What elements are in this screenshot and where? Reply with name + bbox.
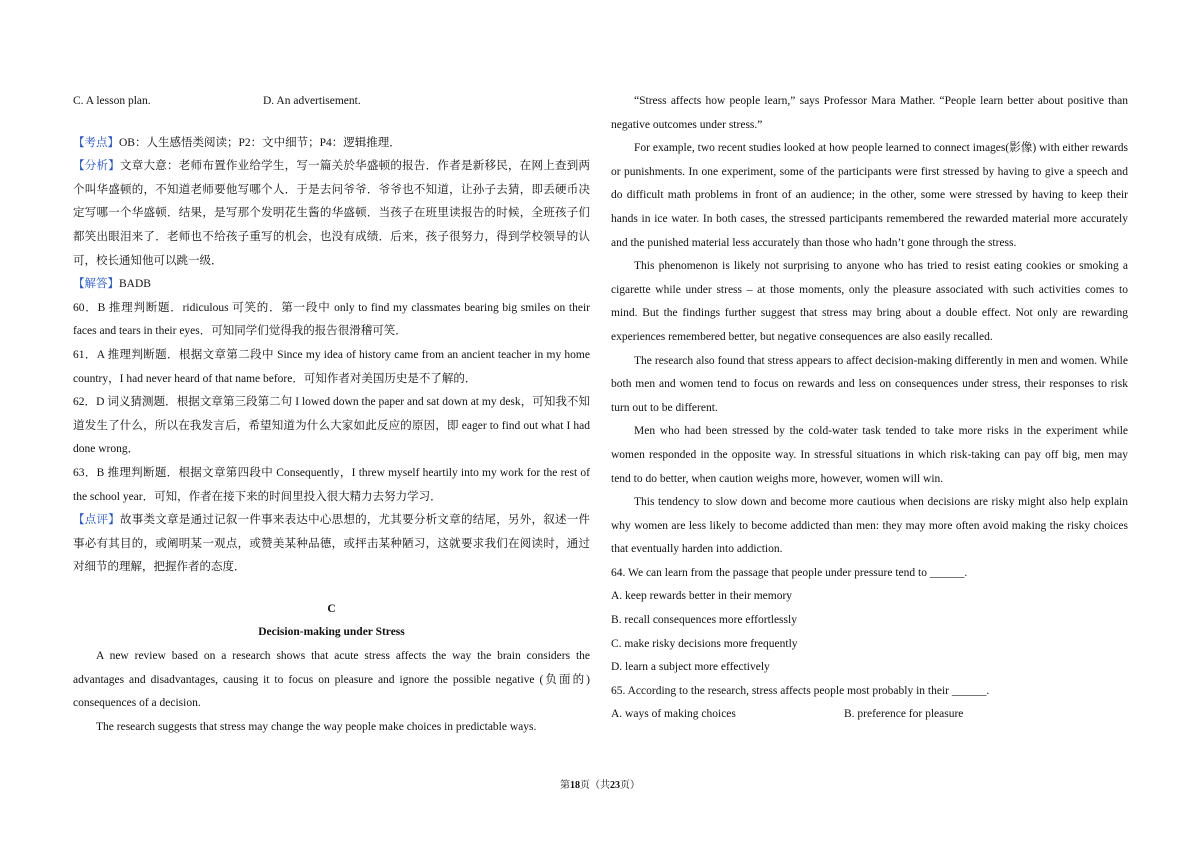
passage-paragraph-1: A new review based on a research shows that acute stress affects the way the brain considers the advantages and disadvantages, causing it to focus on pleasure and ignore the possible negative (负面的) consequences of a decision. [73,650,590,710]
q64-option-d: D. learn a subject more effectively [611,661,770,674]
passage-paragraph-7: Men who had been stressed by the cold-water task tended to take more risks in the experiment while women responded in the opposite way. In stressful situations in which risk-taking can pay off big, men may tend to do better, when caution weighs more, however, women will win. [611,425,1128,485]
footer-middle: 页（共 [580,780,610,791]
kaodian-label: 【考点】 [73,136,119,149]
question-64: 64. We can learn from the passage that people under pressure tend to ______. [611,566,968,579]
fenxi-label: 【分析】 [73,160,121,173]
option-d: D. An advertisement. [263,95,361,107]
right-column [611,90,1128,727]
q65-option-a: A. ways of making choices [611,708,736,721]
footer-suffix: 页） [620,780,640,791]
q65-options [611,703,1128,727]
fenxi-section [73,155,590,273]
q64-option-b: B. recall consequences more effortlessly [611,614,797,627]
passage-paragraph-5: This phenomenon is likely not surprising to anyone who has tried to resist eating cookies or smoking a cigarette while under stress – at those moments, only the pleasure associated with such activities comes to mind. But the findings further suggest that stress may bring about a double effect. Not only are rewarding experiences remembered better, but negative consequences are also easily recalled. [611,260,1128,343]
kaodian-text: OB：人生感悟类阅读；P2：文中细节；P4：逻辑推理． [119,136,401,149]
passage-paragraph-3: “Stress affects how people learn,” says Professor Mara Mather. “People learn better about positive than negative outcomes under stress.” [611,95,1128,131]
passage-paragraph-4: For example, two recent studies looked at how people learned to connect images(影像) with either rewards or punishments. In one experiment, some of the participants were first stressed by having to give a speech and do difficult math problems in front of an audience; in the other, some were stressed by having to keep their hands in ice water. In both cases, the stressed participants remembered the rewarded material more accurately and the punished material less accurately than those who hadn’t gone through the stress. [611,142,1128,249]
jieda-label: 【解答】 [73,278,119,291]
footer-prefix: 第 [560,780,570,791]
kaodian-section [73,132,590,156]
q64-option-a: A. keep rewards better in their memory [611,590,793,603]
dianping-section [73,509,590,580]
answer-63: 63．B 推理判断题．根据文章第四段中 Consequently，I threw myself heartily into my work for the rest of the school year．可知，作者在接下来的时间里投入很大精力去努力学习． [73,466,590,503]
jieda-text: BADB [119,278,151,291]
options-59 [73,90,590,114]
dianping-label: 【点评】 [73,514,121,527]
jieda-section [73,273,590,297]
page-footer [0,776,1200,791]
passage-paragraph-2: The research suggests that stress may change the way people make choices in predictable ways. [96,720,537,733]
fenxi-text: 文章大意：老师布置作业给学生，写一篇关於华盛顿的报告．作者是新移民，在网上查到两个叫华盛顿的，不知道老师要他写哪个人．于是去问爷爷．爷爷也不知道，让孙子去猜，即丢硬币决定写哪一个华盛顿．结果，是写那个发明花生酱的华盛顿．当孩子在班里读报告的时候，全班孩子们都笑出眼泪来了．老师也不给孩子重写的机会，也没有成绩．后来，孩子很努力，得到学校领导的认可，校长通知他可以跳一级． [73,160,591,267]
left-column [73,90,590,739]
footer-page-number: 18 [570,780,580,791]
answer-61: 61．A 推理判断题．根据文章第二段中 Since my idea of history came from an ancient teacher in my home country，I had never heard of that name before．可知作者对美国历史是不了解的． [73,348,590,385]
section-letter: C [327,602,336,615]
dianping-text: 故事类文章是通过记叙一件事来表达中心思想的，尤其要分析文章的结尾，另外，叙述一件事必有其目的，或阐明某一观点，或赞美某种品德，或抨击某种陋习，这就要求我们在阅读时，通过对细节的理解，把握作者的态度． [73,514,591,574]
option-c: C. A lesson plan. [73,95,151,107]
answer-62: 62．D 词义猜测题．根据文章第三段第二句 I lowed down the paper and sat down at my desk，可知我不知道发生了什么，所以在我发言后，希望知道为什么大家如此反应的原因，即 eager to find out what I had done wrong． [73,396,590,456]
passage-paragraph-8: This tendency to slow down and become more cautious when decisions are risky might also help explain why women are less likely to become addicted than men: they may more often avoid making the risky choices that eventually harden into addiction. [611,496,1128,556]
passage-paragraph-6: The research also found that stress appears to affect decision-making differently in men and women. While both men and women tend to focus on rewards and less on consequences under stress, their responses to risk turn out to be different. [611,354,1128,414]
question-65: 65. According to the research, stress affects people most probably in their ______. [611,684,990,697]
q65-option-b: B. preference for pleasure [844,708,964,721]
answer-60: 60．B 推理判断题．ridiculous 可笑的．第一段中 only to find my classmates bearing big smiles on their faces and tears in their eyes．可知同学们觉得我的报告很滑稽可笑． [73,301,590,338]
q64-option-c: C. make risky decisions more frequently [611,637,798,650]
footer-total-pages: 23 [610,780,620,791]
passage-title: Decision-making under Stress [258,626,405,639]
